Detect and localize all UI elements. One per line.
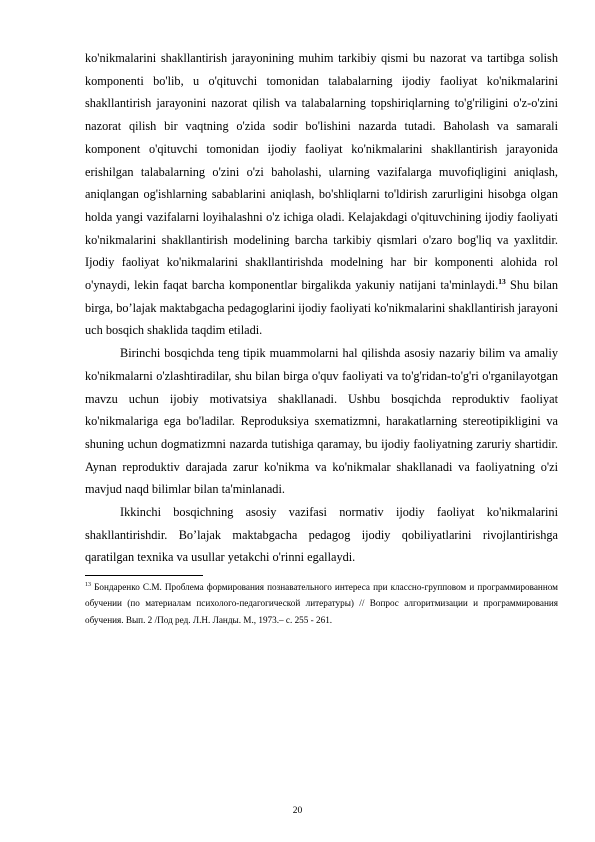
paragraph-3: Ikkinchi bosqichning asosiy vazifasi normativ ijodiy faoliyat ko'nikmalarini shakllantirishdir. Bo’lajak maktabgacha pedagog ijodiy qobiliyatlarini rivojlantirishga qaratilgan texnika va usullar yetakchi o'rinni egallaydi. [85,505,558,565]
footnote-text: Бондаренко С.М. Проблема формирования познавательного интереса при классно-групповом и программированном обучении (по материалам психолого-педагогической литературы) // Вопрос алгоритмизации и программирования обучения. Вып. 2 /Под ред. Л.Н. Ланды. М., 1973.– с. 255 - 261. [85,582,558,625]
footnote [85,579,558,628]
paragraph-1-text-a: ko'nikmalarini shakllantirish jarayonining muhim tarkibiy qismi bu nazorat va tartibga solish komponenti bo'lib, u o'qituvchi tomonidan talabalarning ijodiy faoliyat ko'nikmalarini shakllantirish jarayonini nazorat qilish va talabalarning topshiriqlarning to'g'riligini o'z-o'zini nazorat qilish bir vaqtning o'zida sodir bo'lishini nazarda tutadi. Baholash va samarali komponent o'qituvchi tomonidan ijodiy faoliyat ko'nikmalarini shakllantirish jarayonida erishilgan talabalarning o'zini o'zi baholashi, ularning vazifalarga muvofiqligini aniqlash, aniqlangan og'ishlarning sabablarini aniqlash, bo'shliqlarni to'ldirish zarurligini hisobga olgan holda yangi vazifalarni loyihalashni o'z ichiga oladi. Kelajakdagi o'qituvchining ijodiy faoliyati ko'nikmalarini shakllantirish modelining barcha tarkibiy qismlari o'zaro bog'liq va yaxlitdir. Ijodiy faoliyat ko'nikmalarini shakllantirishda modelning har bir komponenti alohida rol o'ynaydi, lekin faqat barcha komponentlar birgalikda yakuniy natijani ta'minlaydi. [85,51,558,293]
footnote-marker: 13 [85,582,91,589]
paragraph-1-text-b: Shu bilan birga, bo’lajak maktabgacha pedagoglarini ijodiy faoliyati ko'nikmalarini shakllantirish jarayoni uch bosqich shaklida taqdim etiladi. [85,278,558,338]
paragraph-2: Birinchi bosqichda teng tipik muammolarni hal qilishda asosiy nazariy bilim va amaliy ko'nikmalarni o'zlashtiradilar, shu bilan birga o'quv faoliyati va to'g'ridan-to'g'ri o'rganilayotgan mavzu uchun ijobiy motivatsiya shakllanadi. Ushbu bosqichda reproduktiv faoliyat ko'nikmalariga ega bo'ladilar. Reproduksiya sxematizmni, harakatlarning stereotipikligini va shuning uchun dogmatizmni nazarda tutishiga qaramay, bu ijodiy faoliyatning zaruriy shartidir. Aynan reproduktiv darajada zarur ko'nikma va ko'nikmalar shakllanadi va faoliyatning o'zi mavjud naqd bilimlar bilan ta'minlanadi. [85,346,558,497]
paragraph-1 [85,47,558,342]
footnote-reference[interactable]: 13 [498,276,506,286]
page-number: 20 [292,806,303,816]
footnote-separator [85,575,203,576]
page-body [85,47,558,628]
